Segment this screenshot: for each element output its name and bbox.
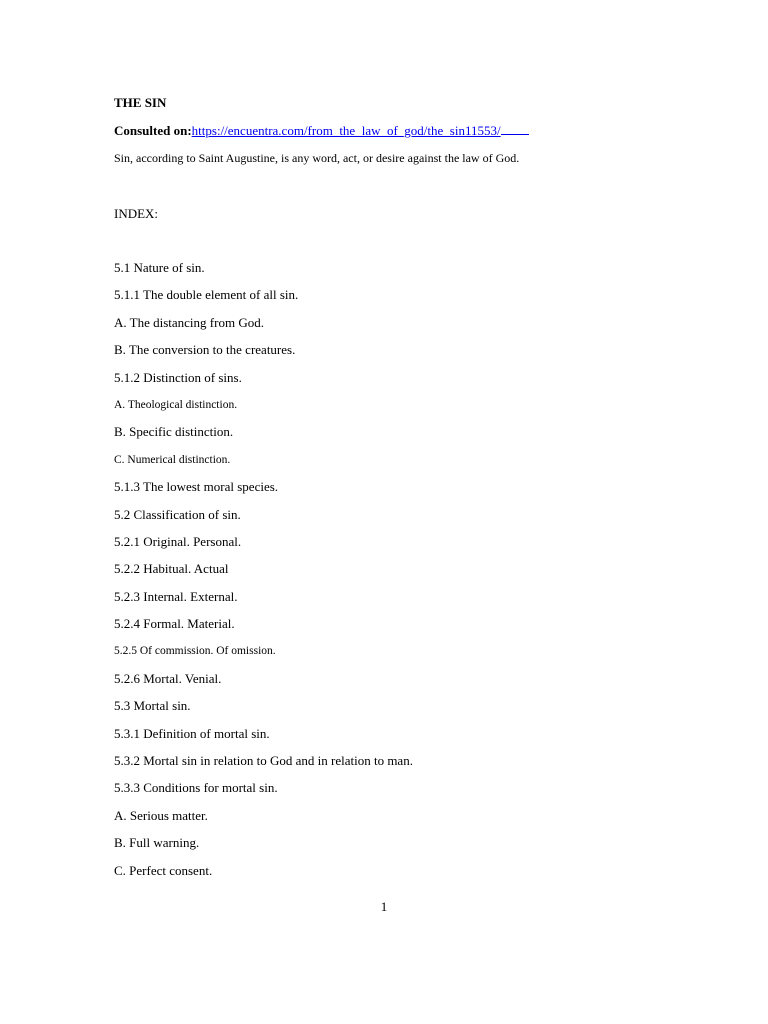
index-item: B. Full warning. [114, 835, 200, 851]
index-item: 5.2.3 Internal. External. [114, 588, 238, 604]
document-title: THE SIN [114, 95, 167, 110]
index-item: C. Numerical distinction. [114, 453, 231, 466]
index-item: 5.1.1 The double element of all sin. [114, 287, 299, 303]
index-item: A. Serious matter. [114, 807, 208, 823]
index-item: 5.3.3 Conditions for mortal sin. [114, 780, 278, 796]
index-item: 5.3.2 Mortal sin in relation to God and in relation to man. [114, 753, 413, 769]
index-item: A. Theological distinction. [114, 398, 238, 411]
index-item: B. The conversion to the creatures. [114, 342, 296, 358]
index-item: 5.3.1 Definition of mortal sin. [114, 725, 270, 741]
index-item: A. The distancing from God. [114, 314, 264, 330]
source-link[interactable]: https://encuentra.com/from_the_law_of_god/the_sin11553/ [191, 123, 501, 138]
index-item: 5.2 Classification of sin. [114, 506, 241, 522]
index-item: 5.2.2 Habitual. Actual [114, 561, 229, 577]
intro-paragraph: Sin, according to Saint Augustine, is any word, act, or desire against the law of God. [114, 151, 520, 165]
index-item: 5.2.4 Formal. Material. [114, 616, 235, 632]
page-number: 1 [380, 899, 388, 914]
index-item: 5.2.1 Original. Personal. [114, 533, 242, 549]
link-underline-trail [501, 123, 529, 135]
index-item: 5.2.5 Of commission. Of omission. [114, 645, 276, 658]
consulted-label: Consulted on: [114, 123, 192, 138]
index-item: 5.1.2 Distinction of sins. [114, 369, 242, 385]
index-item: C. Perfect consent. [114, 862, 213, 878]
index-item: 5.1.3 The lowest moral species. [114, 479, 279, 495]
consulted-line [114, 123, 529, 139]
index-list [114, 261, 413, 891]
index-heading: INDEX: [114, 206, 159, 221]
index-item: B. Specific distinction. [114, 424, 234, 440]
index-item: 5.1 Nature of sin. [114, 260, 205, 275]
index-item: 5.3 Mortal sin. [114, 698, 191, 714]
index-item: 5.2.6 Mortal. Venial. [114, 670, 222, 686]
